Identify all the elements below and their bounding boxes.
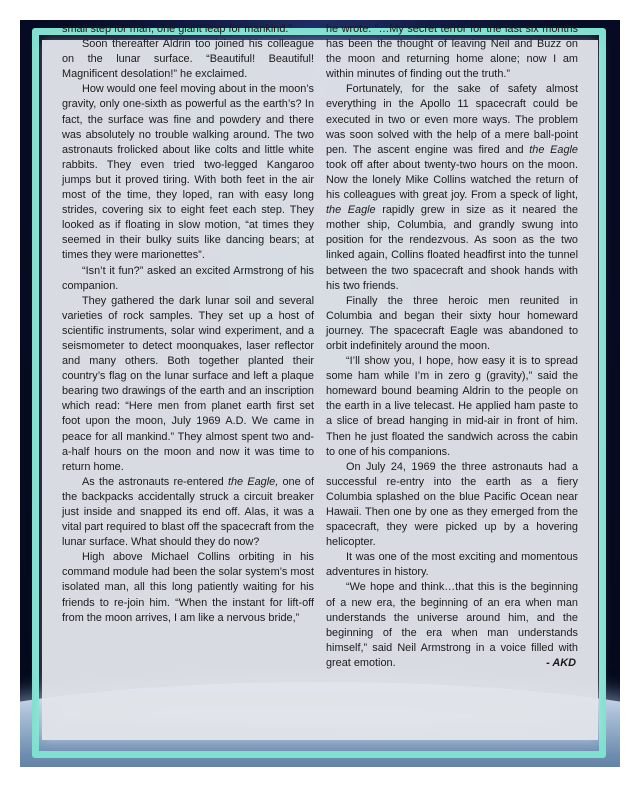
paragraph: How would one feel moving about in the moon’s gravity, only one-sixth as powerful as the earth’s? In fact, the surface was fine and powdery and there was absolutely no trouble walking around. The two astronauts frolicked about like colts and little white rabbits. They even tried two-legged Kangaroo jumps but it proved tiring. With both feet in the air most of the time, they loped, ran with easy long strides, covering six to eight feet each step. They looked as if floating in slow motion, “at times they seemed in their bulky suits like dancing bears; at times they were marionettes”. — [62, 83, 314, 262]
paragraph: “I’ll show you, I hope, how easy it is to spread some ham while I’m in zero g (gravity),” said the homeward bound beaming Aldrin to the people on the earth in a live telecast. He applied ham paste to a slice of bread hanging in mid-air in front of him. Then he just floated the sandwich across the cabin to one of his companions. — [326, 355, 578, 458]
right-column — [326, 22, 578, 671]
paragraph: small step for man, one giant leap for mankind.” — [62, 23, 293, 35]
paragraph: On July 24, 1969 the three astronauts had a successful re-entry into the earth as a fiery Columbia splashed on the blue Pacific Ocean near Hawaii. Then one by one as they emerged from the spacecraft, they were picked up by a hovering helicopter. — [326, 460, 578, 549]
text-run: took off after about twenty-two hours on the moon. Now the lonely Mike Collins watched the return of his colleagues with great joy. From a speck of light, — [326, 158, 578, 202]
paragraph: he wrote. “…My secret terror for the last six months has been the thought of leaving Neil and Buzz on the moon and returning home alone; now I am within minutes of finding out the truth.” — [326, 23, 578, 81]
emphasis-text: the Eagle — [529, 143, 578, 156]
text-run: rapidly grew in size as it neared the mother ship, Columbia, and grandly swung into position for the rendezvous. As soon as the two linked again, Collins floated headfirst into the tunnel between the two spacecraft and shook hands with his two friends. — [326, 204, 578, 292]
paragraph: High above Michael Collins orbiting in his command module had been the solar system’s most isolated man, all this long patiently waiting for his friends to re-join him. “When the instant for lift-off from the moon arrives, I am like a nervous bride,” — [62, 551, 314, 624]
emphasis-text: the Eagle — [326, 204, 376, 217]
paragraph: It was one of the most exciting and momentous adventures in history. — [326, 551, 578, 579]
paragraph: Soon thereafter Aldrin too joined his colleague on the lunar surface. “Beautiful! Beautiful! Magnificent desolation!” he exclaimed. — [62, 38, 314, 81]
text-run: one of the backpacks accidentally struck a circuit breaker just inside and snapped its end off. Alas, it was a vital part required to blast off the spacecraft from the lunar surface. What should they do now? — [62, 475, 315, 549]
paragraph — [62, 475, 314, 550]
paragraph: Finally the three heroic men reunited in Columbia and began their sixty hour homeward journey. The spacecraft Eagle was abandoned to orbit indefinitely around the moon. — [326, 294, 578, 352]
author-signature: - AKD — [546, 656, 576, 669]
emphasis-text: the Eagle, — [227, 475, 279, 488]
paragraph — [326, 82, 578, 293]
paragraph — [326, 580, 578, 671]
paragraph: “Isn’t it fun?” asked an excited Armstrong of his companion. — [62, 264, 314, 292]
text-run: As the astronauts re-entered — [82, 475, 228, 488]
paragraph: They gathered the dark lunar soil and several varieties of rock samples. They set up a host of scientific instruments, solar wind experiment, and a seismometer to detect moonquakes, laser reflector and many others. Both together planted their country’s flag on the lunar surface and left a plaque bearing two drawings of the earth and an inscription which read: “Here men from planet earth first set foot upon the moon, July 1969 A.D. We came in peace for all mankind.” They almost spent two and-a-half hours on the moon and now it was time to return home. — [62, 294, 314, 473]
text-run: “We hope and think…that this is the beginning of a new era, the beginning of an era when man understands the universe around him, and the beginning of the era when man understands himself,” said Neil Armstrong in a voice filled with great emotion. — [326, 581, 578, 669]
left-column — [62, 22, 314, 626]
text-run: Fortunately, for the sake of safety almost everything in the Apollo 11 spacecraft could be executed in two or even more ways. The problem was soon solved with the help of a mere ball-point pen. The ascent engine was fired and — [326, 83, 578, 156]
